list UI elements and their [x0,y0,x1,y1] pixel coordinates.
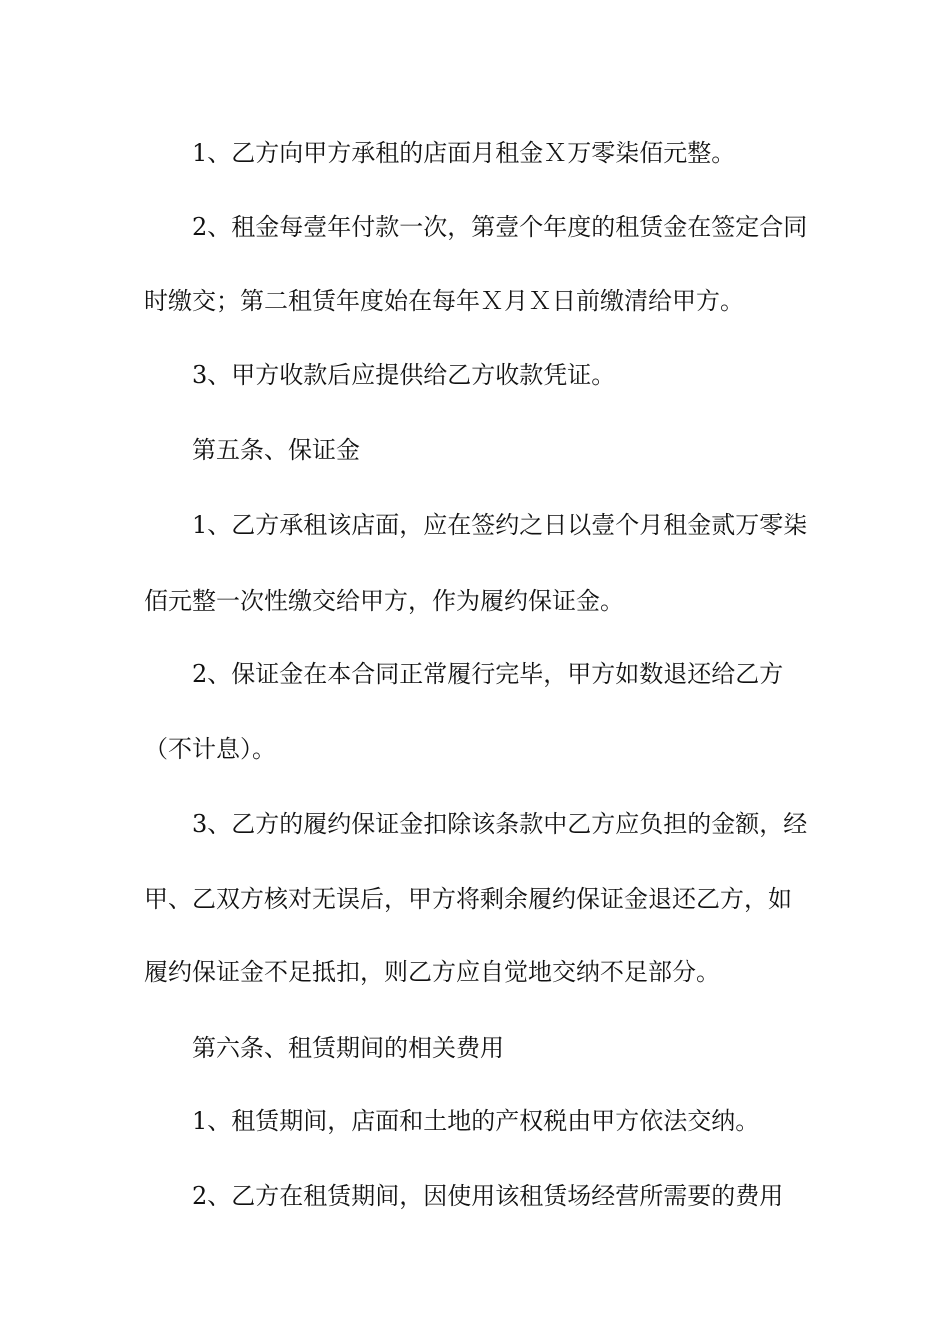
paragraph-line: （不计息）。 [144,735,276,763]
paragraph-line: 3、乙方的履约保证金扣除该条款中乙方应负担的金额，经 [192,810,808,838]
paragraph-line: 2、保证金在本合同正常履行完毕，甲方如数退还给乙方 [192,660,784,688]
paragraph-line: 1、乙方向甲方承租的店面月租金Ｘ万零柒佰元整。 [192,139,736,167]
section-heading: 第六条、租赁期间的相关费用 [192,1034,504,1062]
paragraph-line: 时缴交；第二租赁年度始在每年Ｘ月Ｘ日前缴清给甲方。 [144,287,744,315]
paragraph-line: 1、租赁期间，店面和土地的产权税由甲方依法交纳。 [192,1107,760,1135]
paragraph-line: 3、甲方收款后应提供给乙方收款凭证。 [192,361,616,389]
section-heading: 第五条、保证金 [192,436,360,464]
paragraph-line: 2、乙方在租赁期间，因使用该租赁场经营所需要的费用 [192,1182,784,1210]
paragraph-line: 履约保证金不足抵扣，则乙方应自觉地交纳不足部分。 [144,958,720,986]
paragraph-line: 甲、乙双方核对无误后，甲方将剩余履约保证金退还乙方，如 [144,885,792,913]
paragraph-line: 佰元整一次性缴交给甲方，作为履约保证金。 [144,587,624,615]
paragraph-line: 2、租金每壹年付款一次，第壹个年度的租赁金在签定合同 [192,213,808,241]
paragraph-line: 1、乙方承租该店面，应在签约之日以壹个月租金贰万零柒 [192,511,808,539]
